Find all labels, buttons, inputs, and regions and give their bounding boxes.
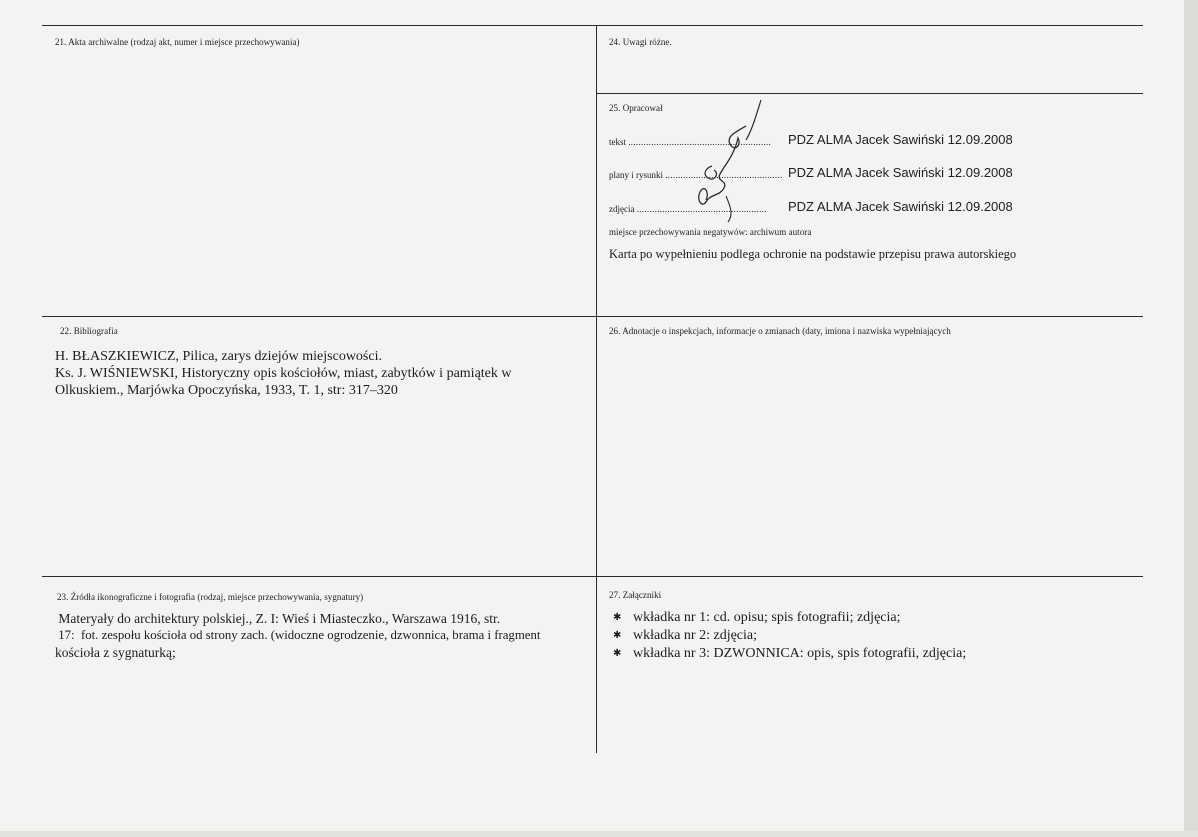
center-divider bbox=[596, 25, 597, 753]
section-23-label: 23. Źródła ikonograficzne i fotografia (rodzaj, miejsce przechowywania, sygnatury) bbox=[57, 592, 364, 602]
section-27-label: 27. Załączniki bbox=[609, 590, 662, 600]
negatives-storage: miejsce przechowywania negatywów: archiwum autora bbox=[609, 227, 812, 237]
bibliography-line: Olkuskiem., Marjówka Opoczyńska, 1933, T. 1, str: 317–320 bbox=[55, 383, 398, 398]
list-item: ✱ wkładka nr 2: zdjęcia; bbox=[613, 628, 758, 643]
rule-row2 bbox=[42, 316, 1143, 317]
source-line: Materyały do architektury polskiej., Z. I: Wieś i Miasteczko., Warszawa 1916, str. bbox=[55, 611, 501, 626]
section-22-label: 22. Bibliografia bbox=[60, 326, 118, 336]
paper-edge-right bbox=[1184, 0, 1198, 837]
handwritten-signature-icon bbox=[676, 96, 776, 224]
section-25-label: 25. Opracował bbox=[609, 103, 663, 113]
author-entry-text: PDZ ALMA Jacek Sawiński 12.09.2008 bbox=[788, 132, 1013, 147]
row-label: plany i rysunki bbox=[609, 170, 663, 180]
row-dots: .............................................. bbox=[665, 170, 783, 180]
asterisk-bullet-icon: ✱ bbox=[613, 630, 622, 641]
copyright-notice: Karta po wypełnieniu podlega ochronie na podstawie przepisu prawa autorskiego bbox=[609, 247, 1017, 261]
list-item: ✱ wkładka nr 1: cd. opisu; spis fotografii; zdjęcia; bbox=[613, 610, 901, 625]
row-dots: ........................................................ bbox=[628, 137, 772, 147]
author-entry-plans: PDZ ALMA Jacek Sawiński 12.09.2008 bbox=[788, 165, 1013, 180]
list-item: ✱ wkładka nr 3: DZWONNICA: opis, spis fotografii, zdjęcia; bbox=[613, 646, 967, 661]
paper-edge-bottom bbox=[0, 831, 1198, 837]
attachments-list bbox=[611, 609, 966, 663]
source-line: kościoła z sygnaturką; bbox=[55, 645, 176, 660]
bibliography-line: Ks. J. WIŚNIEWSKI, Historyczny opis kościołów, miast, zabytków i pamiątek w bbox=[55, 366, 512, 381]
row-label: zdjęcia bbox=[609, 204, 635, 214]
section-24-label: 24. Uwagi różne. bbox=[609, 37, 672, 47]
asterisk-bullet-icon: ✱ bbox=[613, 648, 622, 659]
section-26-label: 26. Adnotacje o inspekcjach, informacje o zmianach (daty, imiona i nazwiska wypełniających bbox=[609, 326, 951, 336]
row-dots: ................................................... bbox=[636, 204, 767, 214]
top-rule bbox=[42, 25, 1143, 26]
section-21-label: 21. Akta archiwalne (rodzaj akt, numer i miejsce przechowywania) bbox=[55, 37, 300, 47]
asterisk-bullet-icon: ✱ bbox=[613, 612, 622, 623]
rule-row3 bbox=[42, 576, 1143, 577]
rule-24-25 bbox=[596, 93, 1143, 94]
bibliography-text bbox=[55, 348, 590, 399]
bibliography-line: H. BŁASZKIEWICZ, Pilica, zarys dziejów miejscowości. bbox=[55, 349, 382, 364]
source-line: 17: fot. zespołu kościoła od strony zach. (widoczne ogrodzenie, dzwonnica, brama i fragment bbox=[55, 628, 541, 642]
iconographic-sources-text bbox=[55, 610, 595, 661]
author-entry-photos: PDZ ALMA Jacek Sawiński 12.09.2008 bbox=[788, 199, 1013, 214]
row-label: tekst bbox=[609, 137, 626, 147]
